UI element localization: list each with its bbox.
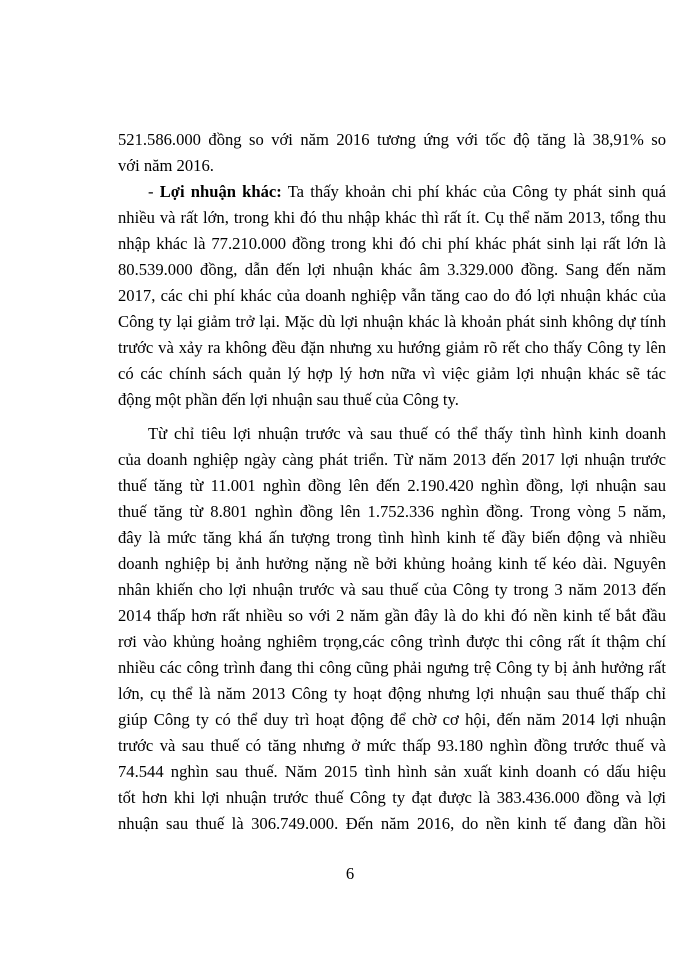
paragraph-line: động một phần đến lợi nhuận sau thuế của Công ty. [118, 390, 459, 409]
paragraph-line: lớn, cụ thể là năm 2013 Công ty hoạt động nhưng lợi nhuận sau thuế thấp chỉ [118, 684, 666, 703]
paragraph-line: nhuận sau thuế là 306.749.000. Đến năm 2016, do nền kinh tế đang dần hồi [118, 814, 666, 833]
paragraph-line: 80.539.000 đồng, dẫn đến lợi nhuận khác âm 3.329.000 đồng. Sang đến năm [118, 260, 666, 279]
paragraph-line: trước và sau thuế có tăng nhưng ở mức thấp 93.180 nghìn đồng trước thuế và [118, 736, 666, 755]
dash-marker: - [148, 182, 160, 201]
paragraph-line: 521.586.000 đồng so với năm 2016 tương ứng với tốc độ tăng là 38,91% so [118, 130, 666, 149]
paragraph-line: tốt hơn khi lợi nhuận trước thuế Công ty đạt được là 383.436.000 đồng và lợi [118, 788, 666, 807]
paragraph-line: 74.544 nghìn sau thuế. Năm 2015 tình hình sản xuất kinh doanh có dấu hiệu [118, 762, 666, 781]
paragraph-line: nhập khác là 77.210.000 đồng trong khi đó chi phí khác phát sinh lại rất lớn là [118, 234, 666, 253]
page-number: 6 [345, 864, 355, 883]
paragraph-line: Từ chỉ tiêu lợi nhuận trước và sau thuế có thể thấy tình hình kinh doanh [148, 424, 666, 443]
paragraph-line: Công ty lại giảm trở lại. Mặc dù lợi nhuận khác là khoản phát sinh không dự tính [118, 312, 666, 331]
paragraph-line: thuế tăng từ 8.801 nghìn đồng lên 1.752.336 nghìn đồng. Trong vòng 5 năm, [118, 502, 666, 521]
paragraph-line-lead [148, 182, 666, 202]
paragraph-line: nhiều các công trình đang thi công cũng phải ngưng trệ Công ty bị ảnh hưởng rất [118, 658, 666, 677]
paragraph-line: nhân khiến cho lợi nhuận trước và sau thuế của Công ty trong 3 năm 2013 đến [118, 580, 666, 599]
paragraph-line: 2014 thấp hơn rất nhiều so với 2 năm gần đây là do khi đó nền kinh tế bắt đầu [118, 606, 666, 625]
section-label: Lợi nhuận khác: [159, 182, 282, 201]
paragraph-line: doanh nghiệp bị ảnh hưởng nặng nề bởi khủng hoảng kinh tế kéo dài. Nguyên [118, 554, 666, 573]
paragraph-line: thuế tăng từ 11.001 nghìn đồng lên đến 2.190.420 nghìn đồng, lợi nhuận sau [118, 476, 666, 495]
paragraph-line: có các chính sách quản lý hợp lý hơn nữa vì việc giảm lợi nhuận khác sẽ tác [118, 364, 666, 383]
paragraph-line: trước và xảy ra không đều đặn nhưng xu hướng giảm rõ rết cho thấy Công ty lên [118, 338, 666, 357]
paragraph-line: rơi vào khủng hoảng nghiêm trọng,các công trình được thi công rất ít thậm chí [118, 632, 666, 651]
paragraph-line: giúp Công ty có thể duy trì hoạt động để chờ cơ hội, đến năm 2014 lợi nhuận [118, 710, 666, 729]
paragraph-line: với năm 2016. [118, 156, 214, 175]
paragraph-line: nhiều và rất lớn, trong khi đó thu nhập khác thì rất ít. Cụ thể năm 2013, tổng thu [118, 208, 666, 227]
paragraph-text: Ta thấy khoản chi phí khác của Công ty phát sinh quá [281, 182, 667, 201]
paragraph-line: 2017, các chi phí khác của doanh nghiệp vẫn tăng cao do đó lợi nhuận khác của [118, 286, 666, 305]
paragraph-line: của doanh nghiệp ngày càng phát triển. Từ năm 2013 đến 2017 lợi nhuận trước [118, 450, 666, 469]
paragraph-line: đây là mức tăng khá ấn tượng trong tình hình kinh tế đầy biến động và nhiều [118, 528, 666, 547]
